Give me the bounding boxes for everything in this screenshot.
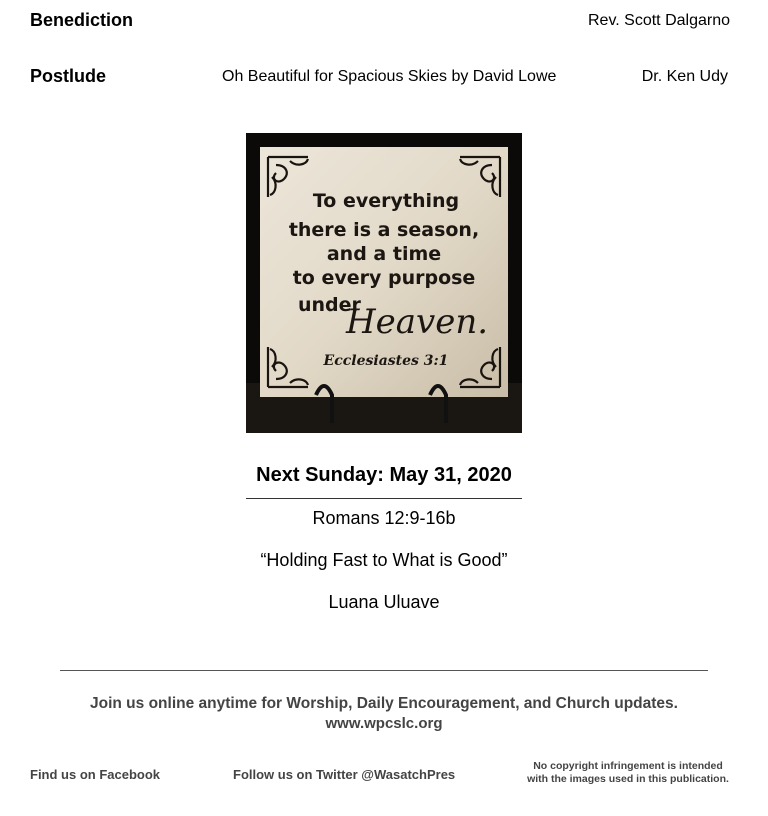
next-sunday-scripture: Romans 12:9-16b xyxy=(312,508,456,528)
facebook-link[interactable]: Find us on Facebook xyxy=(30,767,161,782)
footer-join-text: Join us online anytime for Worship, Daily Encouragement, and Church updates. xyxy=(90,695,678,712)
postlude-piece: Oh Beautiful for Spacious Skies by David Lowe xyxy=(222,68,557,85)
scripture-tile-svg xyxy=(246,133,522,433)
next-sunday-divider xyxy=(246,498,522,499)
postlude-title: Postlude xyxy=(30,66,107,86)
footer-website-link[interactable]: www.wpcslc.org xyxy=(325,715,443,732)
next-sunday-sermon-title: “Holding Fast to What is Good” xyxy=(260,550,508,570)
copyright-disclaimer xyxy=(520,760,736,786)
next-sunday-preacher: Luana Uluave xyxy=(328,592,440,612)
disclaimer-line-1: No copyright infringement is intended xyxy=(533,760,723,772)
verse-line-1: To everything xyxy=(312,190,460,212)
benediction-leader: Rev. Scott Dalgarno xyxy=(588,12,730,29)
verse-line-2: there is a season, xyxy=(288,219,480,241)
postlude-performer: Dr. Ken Udy xyxy=(641,68,728,85)
next-sunday-heading: Next Sunday: May 31, 2020 xyxy=(256,464,512,486)
verse-heaven-script: Heaven. xyxy=(346,302,489,342)
verse-line-5: under xyxy=(298,294,361,316)
benediction-title: Benediction xyxy=(30,10,134,30)
scripture-tile-image xyxy=(246,133,522,433)
disclaimer-line-2: with the images used in this publication. xyxy=(527,773,729,785)
verse-reference: Ecclesiastes 3:1 xyxy=(323,353,449,369)
footer-divider xyxy=(60,670,708,671)
verse-line-3: and a time xyxy=(326,243,442,265)
verse-line-4: to every purpose xyxy=(292,267,476,289)
twitter-link[interactable]: Follow us on Twitter @WasatchPres xyxy=(233,767,456,782)
